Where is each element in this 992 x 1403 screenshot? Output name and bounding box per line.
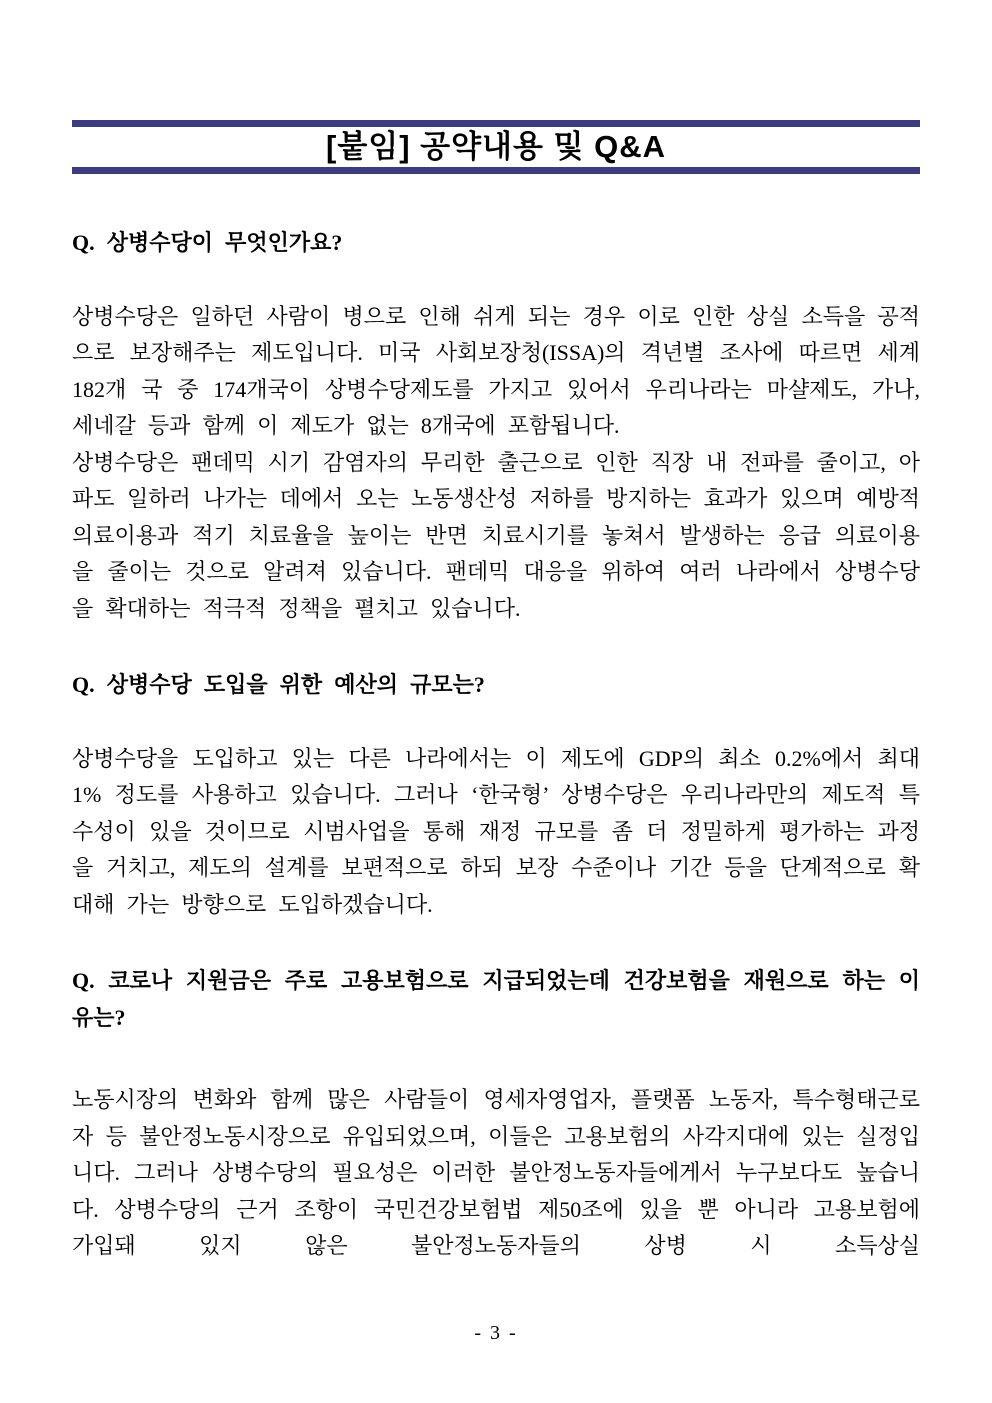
title-banner <box>72 120 920 174</box>
page-title: [붙임] 공약내용 및 Q&A <box>326 129 666 164</box>
question-text: Q. 상병수당 도입을 위한 예산의 규모는? <box>72 672 485 697</box>
document-body <box>72 225 920 1265</box>
question-text: Q. 코로나 지원금은 주로 고용보험으로 지급되었는데 건강보험을 재원으로 하는 이유는? <box>72 968 920 1030</box>
qa-section-3 <box>72 963 920 1265</box>
answer-paragraph: 상병수당은 팬데믹 시기 감염자의 무리한 출근으로 인한 직장 내 전파를 줄이고, 아파도 일하러 나가는 데에서 오는 노동생산성 저하를 방지하는 효과가 있으며 예방적 의료이용과 적기 치료율을 높이는 반면 치료시기를 놓쳐서 발생하는 응급 의료이용을 줄이는 것으로 알려져 있습니다. 팬데믹 대응을 위하여 여러 나라에서 상병수당을 확대하는 적극적 정책을 펼치고 있습니다. <box>72 449 920 621</box>
answer-paragraph: 상병수당은 일하던 사람이 병으로 인해 쉬게 되는 경우 이로 인한 상실 소득을 공적으로 보장해주는 제도입니다. 미국 사회보장청(ISSA)의 격년별 조사에 따르면 세계 182개 국 중 174개국이 상병수당제도를 가지고 있어서 우리나라는 마샬제도, 가나, 세네갈 등과 함께 이 제도가 없는 8개국에 포함됩니다. <box>72 303 920 438</box>
answer-paragraph: 노동시장의 변화와 함께 많은 사람들이 영세자영업자, 플랫폼 노동자, 특수형태근로자 등 불안정노동시장으로 유입되었으며, 이들은 고용보험의 사각지대에 있는 실정입니다. 그러나 상병수당의 필요성은 이러한 불안정노동자들에게서 누구보다도 높습니다. 상병수당의 근거 조항이 국민건강보험법 제50조에 있을 뿐 아니라 고용보험에 가입돼 있지 않은 불안정노동자들의 상병 시 소득상실 <box>72 1087 920 1258</box>
question-text: Q. 상병수당이 무엇인가요? <box>72 230 343 255</box>
page-number: - 3 - <box>474 1322 518 1344</box>
qa-section-2 <box>72 667 920 923</box>
answer-paragraph: 상병수당을 도입하고 있는 다른 나라에서는 이 제도에 GDP의 최소 0.2%에서 최대 1% 정도를 사용하고 있습니다. 그러나 ‘한국형’ 상병수당은 우리나라만의 제도적 특수성이 있을 것이므로 시범사업을 통해 재정 규모를 좀 더 정밀하게 평가하는 과정을 거치고, 제도의 설계를 보편적으로 하되 보장 수준이나 기간 등을 단계적으로 확대해 가는 방향으로 도입하겠습니다. <box>72 745 920 917</box>
qa-section-1 <box>72 225 920 627</box>
